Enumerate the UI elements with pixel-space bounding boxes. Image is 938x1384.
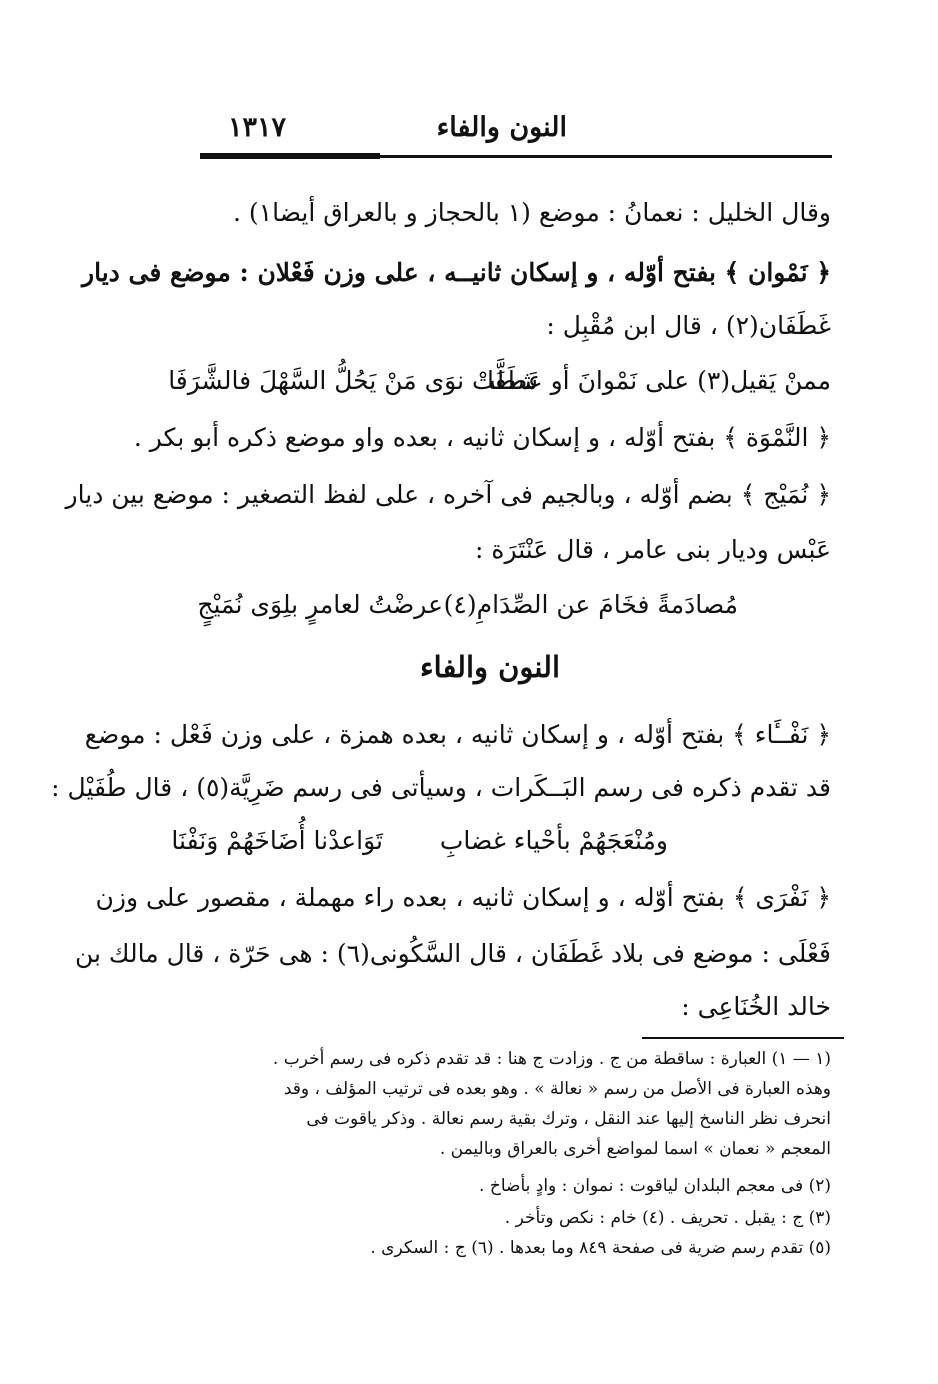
entry-line: ﴿ نَفْرَى ﴾ بفتح أوّله ، و إسكان ثانيه ، بعده راء مهملة ، مقصور على وزن <box>95 883 831 912</box>
footnote: (٣) ج : يقبل . تحريف . (٤) خام : نكص وتأخر . <box>504 1208 831 1228</box>
verse-hemistich: ومُنْعَجَهُمْ بأحْياء غضابِ <box>439 826 668 855</box>
verse-hemistich: شطَّتْ نوَى مَنْ يَحُلُّ السَّهْلَ فالشَّرَفَا <box>168 366 538 395</box>
body-line: غَطَفَان(٢) ، قال ابن مُقْبِل : <box>546 311 831 340</box>
body-line: عَبْس وديار بنى عامر ، قال عَنْتَرَة : <box>475 535 831 564</box>
section-heading: النون والفاء <box>419 650 561 684</box>
body-line: قد تقدم ذكره فى رسم البَــكَرات ، وسيأتى فى رسم ضَرِيَّة(٥) ، قال طُفَيْل : <box>51 773 831 802</box>
verse-hemistich: عرضْتُ لعامرٍ بلِوَى نُمَيْجٍ <box>197 590 443 619</box>
entry-line: ﴿ نُمَيْج ﴾ بضم أوّله ، وبالجيم فى آخره ، على لفظ التصغير : موضع بين ديار <box>65 480 831 509</box>
running-title: النون والفاء <box>436 112 567 143</box>
body-line: وقال الخليل : نعمانُ : موضع (١ بالحجاز و بالعراق أيضا١) . <box>233 198 831 227</box>
body-line: خالد الخُنَاعِى : <box>681 992 831 1021</box>
footnote-rule <box>642 1037 844 1039</box>
verse-hemistich: ممنْ يَقيل(٣) على نَمْوانَ أو عَطَفَا <box>486 366 831 395</box>
footnote: (٥) تقدم رسم ضرية فى صفحة ٨٤٩ وما بعدها . (٦) ج : السكرى . <box>370 1238 831 1258</box>
footnote: انحرف نظر الناسخ إليها عند النقل ، وترك بقية رسم نعالة . وذكر ياقوت فى <box>306 1109 831 1129</box>
entry-line: ﴿ نَفْــَٔاء ﴾ بفتح أوّله ، و إسكان ثانيه ، بعده همزة ، على وزن فَعْل : موضع <box>84 720 831 749</box>
page-header <box>200 108 835 152</box>
header-rule-accent <box>200 153 380 159</box>
footnote: (١ — ١) العبارة : ساقطة من ج . وزادت ج هنا : قد تقدم ذكره فى رسم أخرب . <box>272 1049 831 1069</box>
entry-line: ﴿ النَّمْوَة ﴾ بفتح أوّله ، و إسكان ثانيه ، بعده واو موضع ذكره أبو بكر . <box>133 423 831 452</box>
body-line: فَعْلَى : موضع فى بلاد غَطَفَان ، قال السَّكُونى(٦) : هى حَرّة ، قال مالك بن <box>75 939 831 968</box>
page-number: ١٣١٧ <box>228 112 287 143</box>
entry-line: ﴿ نَمْوان ﴾ بفتح أوّله ، و إسكان ثانيــه ، على وزن فَعْلان : موضع فى ديار <box>82 258 831 287</box>
verse-hemistich: مُصادَمةً فخَامَ عن الصِّدَامِ(٤) <box>443 590 738 619</box>
footnote: المعجم « نعمان » اسما لمواضع أخرى بالعراق وباليمن . <box>439 1139 831 1159</box>
verse-hemistich: تَوَاعدْنا أُضَاخَهُمْ وَنَفْنَا <box>171 826 383 855</box>
footnote: (٢) فى معجم البلدان لياقوت : نموان : وادٍ بأضاخ . <box>479 1176 831 1196</box>
footnote: وهذه العبارة فى الأصل من رسم « نعالة » . وهو بعده فى ترتيب المؤلف ، وقد <box>283 1079 831 1099</box>
